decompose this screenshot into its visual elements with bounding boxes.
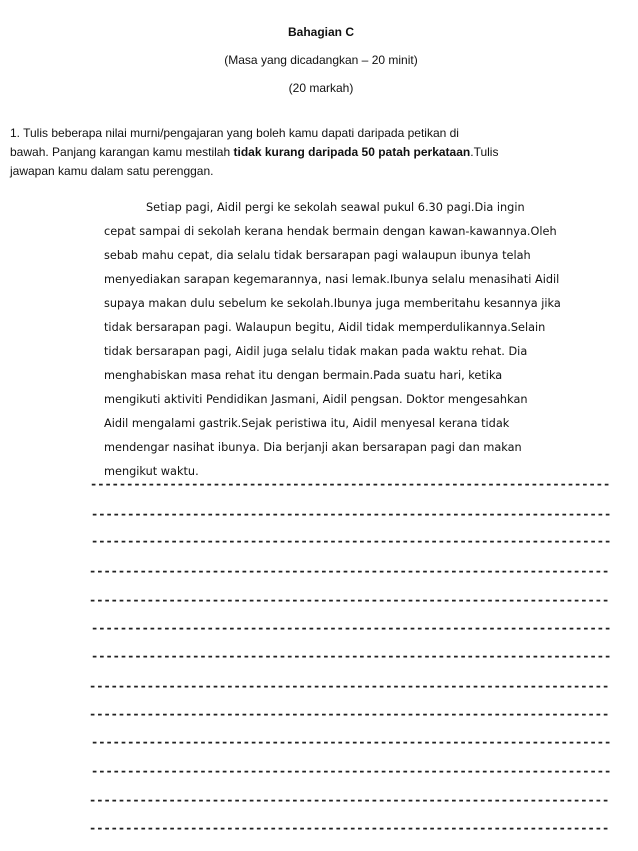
passage-line: sebab mahu cepat, dia selalu tidak bersarapan pagi walaupun ibunya telah xyxy=(104,249,531,262)
passage-line: menghabiskan masa rehat itu dengan bermain.Pada suatu hari, ketika xyxy=(104,369,503,382)
suggested-time: (Masa yang dicadangkan – 20 minit) xyxy=(224,53,418,67)
answer-line: ------------------------------------------------------------------------ xyxy=(90,478,611,490)
answer-line: ------------------------------------------------------------------------ xyxy=(91,650,612,662)
answer-line: ------------------------------------------------------------------------ xyxy=(91,736,612,748)
answer-line: ------------------------------------------------------------------------ xyxy=(89,594,610,606)
instruction-line-3: jawapan kamu dalam satu perenggan. xyxy=(10,164,214,178)
answer-line: ------------------------------------------------------------------------ xyxy=(89,565,610,577)
passage-line: mendengar nasihat ibunya. Dia berjanji akan bersarapan pagi dan makan xyxy=(104,441,522,454)
passage-line: supaya makan dulu sebelum ke sekolah.Ibunya juga memberitahu kesannya jika xyxy=(104,297,561,310)
answer-line: ------------------------------------------------------------------------ xyxy=(89,680,610,692)
passage-line: Setiap pagi, Aidil pergi ke sekolah seawal pukul 6.30 pagi.Dia ingin xyxy=(146,201,525,214)
answer-line: ------------------------------------------------------------------------ xyxy=(91,765,612,777)
instruction-line-2 xyxy=(10,143,610,162)
passage-line: tidak bersarapan pagi. Walaupun begitu, Aidil tidak memperdulikannya.Selain xyxy=(104,321,546,334)
passage-line: mengikuti aktiviti Pendidikan Jasmani, Aidil pengsan. Doktor mengesahkan xyxy=(104,393,528,406)
answer-line: ------------------------------------------------------------------------ xyxy=(91,622,612,634)
passage-line: mengikut waktu. xyxy=(104,465,199,478)
instruction-line-2-start: bawah. Panjang karangan kamu mestilah xyxy=(10,145,234,159)
passage-line: cepat sampai di sekolah kerana hendak bermain dengan kawan-kawannya.Oleh xyxy=(104,225,557,238)
total-marks: (20 markah) xyxy=(288,81,354,95)
passage-line: Aidil mengalami gastrik.Sejak peristiwa itu, Aidil menyesal kerana tidak xyxy=(104,417,510,430)
answer-line: ------------------------------------------------------------------------ xyxy=(89,822,610,834)
word-limit-emphasis: tidak kurang daripada 50 patah perkataan xyxy=(233,145,471,159)
passage-line: tidak bersarapan pagi, Aidil juga selalu tidak makan pada waktu rehat. Dia xyxy=(104,345,528,358)
instruction-line-2-end: .Tulis xyxy=(470,145,499,159)
answer-line: ------------------------------------------------------------------------ xyxy=(89,794,610,806)
answer-line: ------------------------------------------------------------------------ xyxy=(89,708,610,720)
answer-line: ------------------------------------------------------------------------ xyxy=(91,508,612,520)
question-instruction xyxy=(10,124,610,181)
answer-line: ------------------------------------------------------------------------ xyxy=(91,535,612,547)
section-title: Bahagian C xyxy=(287,25,354,39)
instruction-line-1: 1. Tulis beberapa nilai murni/pengajaran yang boleh kamu dapati daripada petikan di xyxy=(10,126,459,140)
passage-line: menyediakan sarapan kegemarannya, nasi lemak.Ibunya selalu menasihati Aidil xyxy=(104,273,560,286)
